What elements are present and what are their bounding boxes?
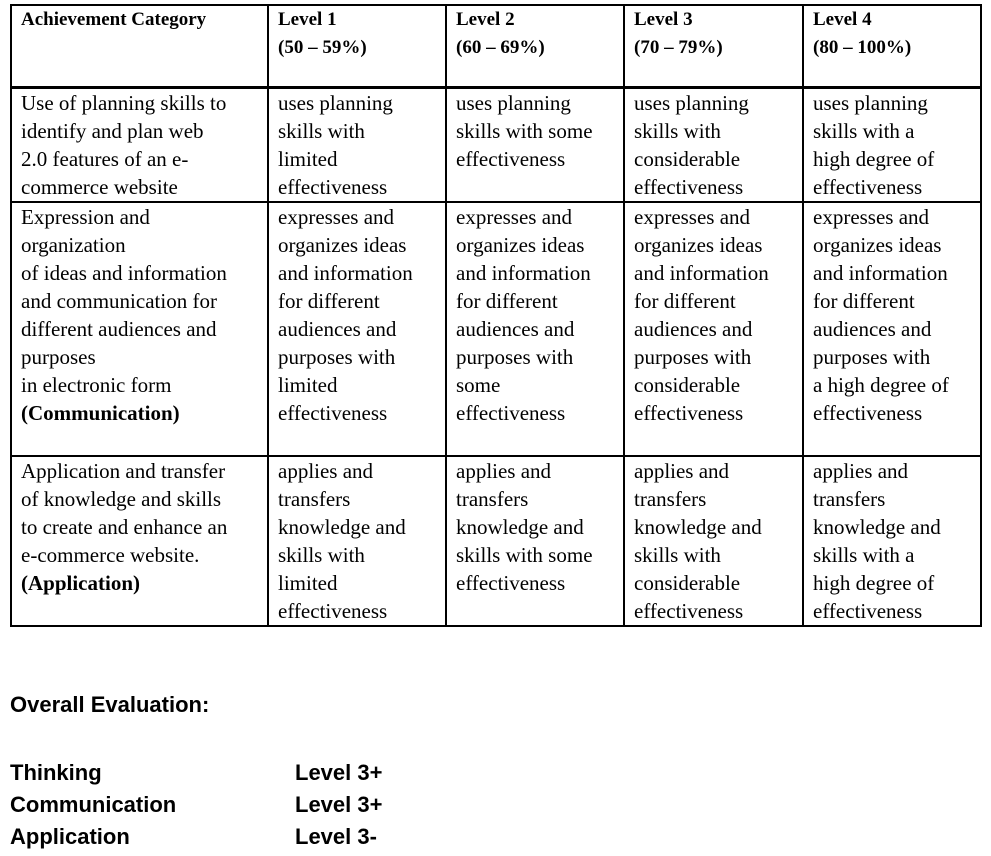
evaluation-category: Communication [10,792,177,817]
level-3-cell [624,456,803,626]
rubric-row-application [11,456,981,626]
header-range: (60 – 69%) [456,37,545,58]
level-descriptor: applies and transfers knowledge and skills with considerable effectiveness [634,459,762,623]
evaluation-level: Level 3+ [295,792,383,817]
level-4-cell [803,88,981,203]
level-descriptor: uses planning skills with a high degree of effectiveness [813,91,935,199]
level-descriptor: applies and transfers knowledge and skills with a high degree of effectiveness [813,459,941,623]
level-2-cell [446,456,624,626]
category-label: (Application) [21,571,141,595]
evaluation-item-communication [10,789,382,821]
level-descriptor: applies and transfers knowledge and skills with some effectiveness [456,459,593,595]
category-text: Application and transfer of knowledge and skills to create and enhance an e-commerce website. [21,459,228,567]
level-3-cell [624,88,803,203]
rubric-header-row [11,5,981,88]
header-title: Level 1 [278,9,337,30]
level-4-cell [803,202,981,456]
header-achievement-category [11,5,268,88]
header-range: (50 – 59%) [278,37,367,58]
overall-evaluation-list [10,757,382,853]
level-descriptor: expresses and organizes ideas and information for different audiences and purposes with considerable effectiveness [634,205,769,425]
evaluation-category: Thinking [10,760,102,785]
rubric-row-communication [11,202,981,456]
level-1-cell [268,88,446,203]
level-1-cell [268,202,446,456]
category-text: Use of planning skills to identify and plan web 2.0 features of an e- commerce website [21,91,227,199]
level-2-cell [446,88,624,203]
header-level-4 [803,5,981,88]
level-descriptor: expresses and organizes ideas and information for different audiences and purposes with some effectiveness [456,205,591,425]
category-text: Expression and organization of ideas and information and communication for different audiences and purposes in electronic form [21,205,227,397]
evaluation-category: Application [10,824,130,849]
header-title: Achievement Category [21,9,207,30]
category-cell [11,202,268,456]
header-range: (70 – 79%) [634,37,723,58]
evaluation-level: Level 3+ [295,760,383,785]
category-cell [11,456,268,626]
category-cell [11,88,268,203]
header-title: Level 2 [456,9,515,30]
overall-evaluation-title: Overall Evaluation: [10,692,210,717]
header-level-2 [446,5,624,88]
evaluation-item-application [10,821,382,853]
level-descriptor: expresses and organizes ideas and information for different audiences and purposes with limited effectiveness [278,205,413,425]
level-2-cell [446,202,624,456]
rubric-row-planning [11,88,981,203]
header-title: Level 3 [634,9,693,30]
level-descriptor: applies and transfers knowledge and skills with limited effectiveness [278,459,406,623]
header-level-1 [268,5,446,88]
level-4-cell [803,456,981,626]
level-descriptor: uses planning skills with considerable effectiveness [634,91,749,199]
evaluation-item-thinking [10,757,382,789]
level-1-cell [268,456,446,626]
level-descriptor: uses planning skills with some effectiveness [456,91,593,171]
evaluation-level: Level 3- [295,824,377,849]
header-title: Level 4 [813,9,872,30]
header-range: (80 – 100%) [813,37,912,58]
level-3-cell [624,202,803,456]
achievement-rubric-table [10,4,982,627]
level-descriptor: uses planning skills with limited effectiveness [278,91,393,199]
level-descriptor: expresses and organizes ideas and information for different audiences and purposes with a high degree of effectiveness [813,205,949,425]
header-level-3 [624,5,803,88]
category-label: (Communication) [21,401,180,425]
